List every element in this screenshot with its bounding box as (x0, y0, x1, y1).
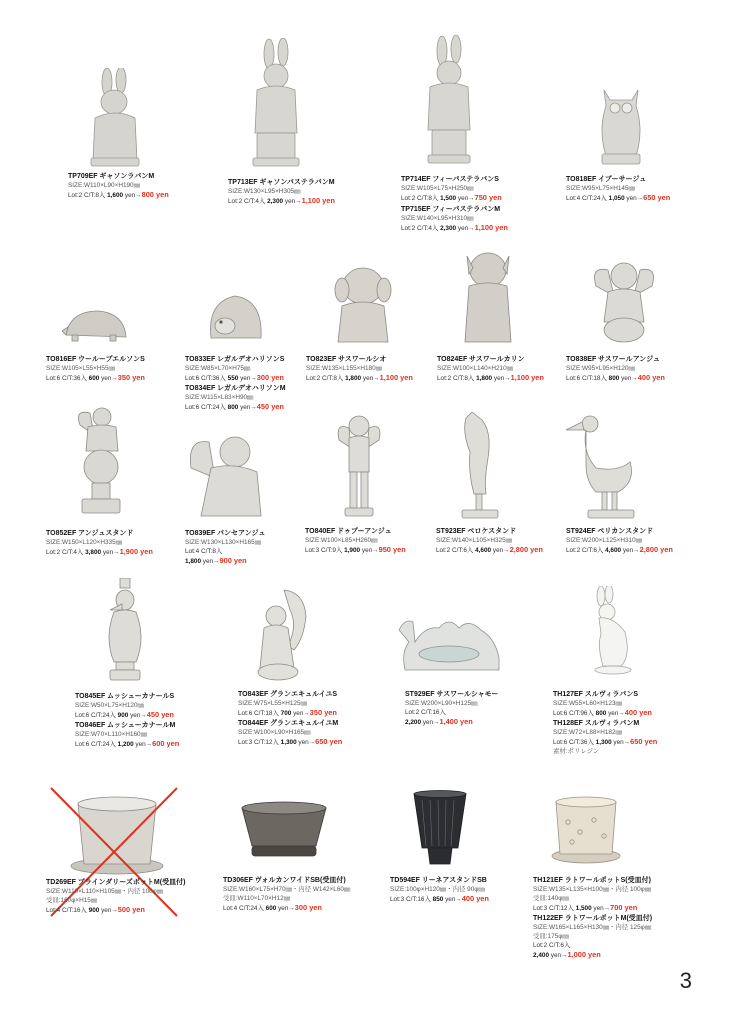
dog-statue-image (328, 262, 398, 346)
angel-stand-statue-image (70, 405, 132, 517)
angel-statue-image (588, 256, 660, 344)
rabbit-statue-image (85, 68, 145, 168)
wide-volcano-pot-image (238, 800, 330, 864)
pug-statue-image (455, 248, 521, 346)
owl-statue-image (596, 80, 646, 168)
parrot-stand-statue-image (452, 412, 508, 522)
pelican-stand-statue-image (566, 412, 646, 522)
hedgehog-statue-image (62, 305, 130, 345)
rabbit-fee-statue-image (418, 35, 480, 165)
duck-gentleman-statue-image (102, 578, 148, 684)
white-rabbit-statue-image (585, 586, 635, 676)
textured-pot-with-saucer-image (548, 792, 624, 866)
camel-statue-image (395, 612, 505, 678)
thinking-angel-statue-image (187, 428, 267, 520)
standing-angel-statue-image (335, 412, 383, 520)
squirrel-statue-image (254, 586, 312, 682)
rabbit-pastel-statue-image (245, 38, 307, 168)
linear-stand-pot-image (412, 790, 468, 870)
page-number: 3 (679, 968, 692, 993)
hedgehog-round-statue-image (205, 292, 265, 344)
